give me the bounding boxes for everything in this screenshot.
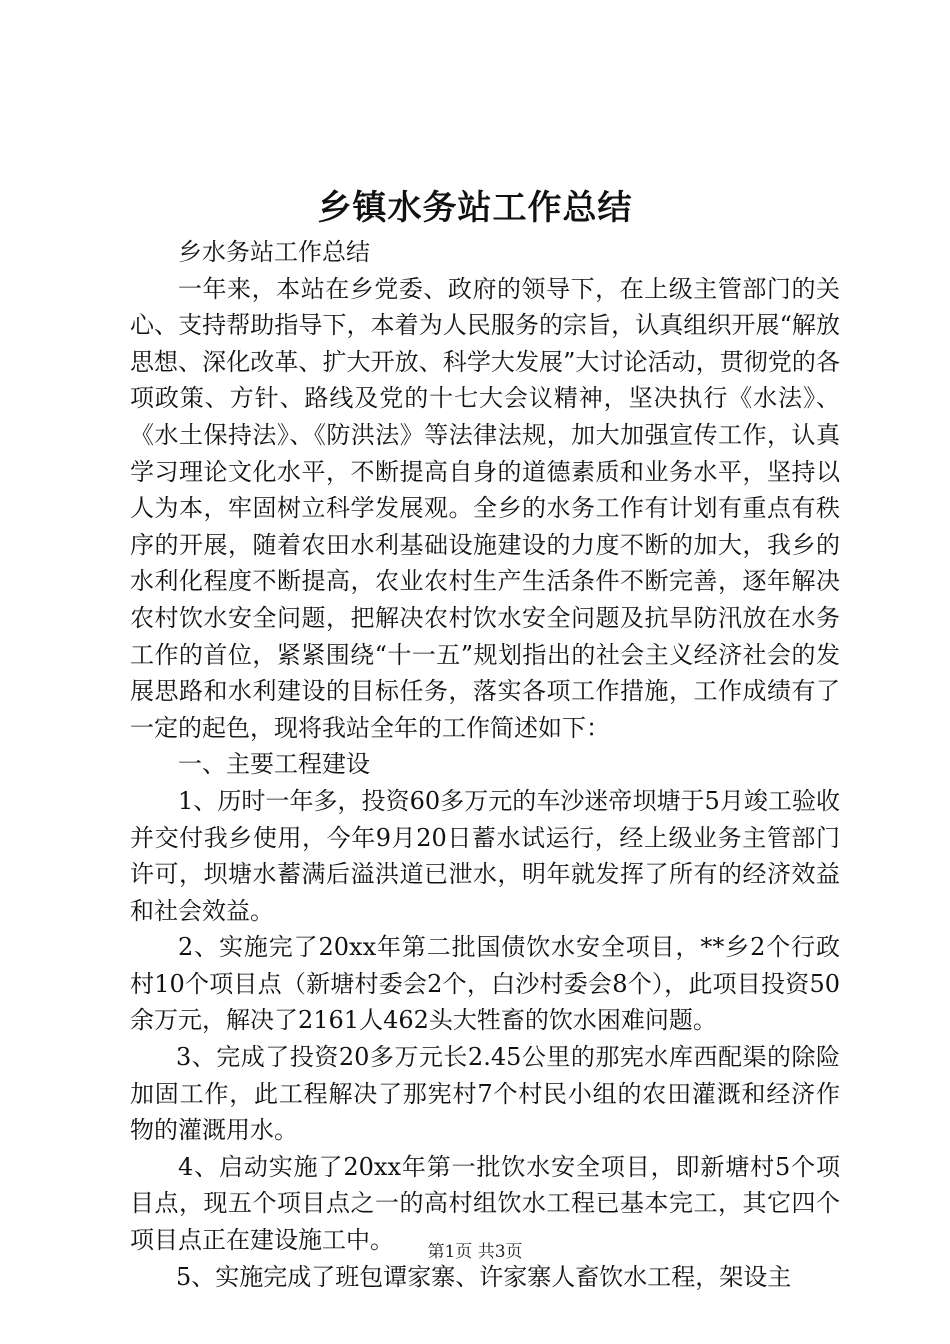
document-body [130,234,840,1295]
paragraph-item-1: 1、历时一年多，投资60多万元的车沙迷帝坝塘于5月竣工验收并交付我乡使用，今年9月20日蓄水试运行，经上级业务主管部门许可，坝塘水蓄满后溢洪道已泄水，明年就发挥了所有的经济效益和社会效益。 [130,786,840,925]
paragraph-item-3: 3、完成了投资20多万元长2.45公里的那宪水库西配渠的除险加固工作，此工程解决了那宪村7个村民小组的农田灌溉和经济作物的灌溉用水。 [130,1043,840,1145]
document-title: 乡镇水务站工作总结 [317,188,633,228]
paragraph-subtitle: 乡水务站工作总结 [178,238,370,266]
section-heading: 一、主要工程建设 [178,750,370,779]
page-number: 第1页 共3页 [427,1242,523,1262]
paragraph-intro: 一年来，本站在乡党委、政府的领导下，在上级主管部门的关心、支持帮助指导下，本着为人民服务的宗旨，认真组织开展“解放思想、深化改革、扩大开放、科学大发展”大讨论活动，贯彻党的各项政策、方针、路线及党的十七大会议精神，坚决执行《水法》、《水土保持法》、《防洪法》等法律法规，加大加强宣传工作，认真学习理论文化水平，不断提高自身的道德素质和业务水平，坚持以人为本，牢固树立科学发展观。全乡的水务工作有计划有重点有秩序的开展，随着农田水利基础设施建设的力度不断的加大，我乡的水利化程度不断提高，农业农村生产生活条件不断完善，逐年解决农村饮水安全问题，把解决农村饮水安全问题及抗旱防汛放在水务工作的首位，紧紧围绕“十一五”规划指出的社会主义经济社会的发展思路和水利建设的目标任务，落实各项工作措施，工作成绩有了一定的起色，现将我站全年的工作简述如下： [130,274,840,742]
paragraph-item-5: 5、实施完成了班包谭家寨、许家寨人畜饮水工程，架设主 [176,1262,792,1291]
paragraph-item-4: 4、启动实施了20xx年第一批饮水安全项目，即新塘村5个项目点，现五个项目点之一的高村组饮水工程已基本完工，其它四个项目点正在建设施工中。 [130,1152,840,1255]
paragraph-item-2: 2、实施完了20xx年第二批国债饮水安全项目，**乡2个行政村10个项目点（新塘村委会2个，白沙村委会8个），此项目投资50余万元，解决了2161人462头大牲畜的饮水困难问题。 [130,933,840,1035]
